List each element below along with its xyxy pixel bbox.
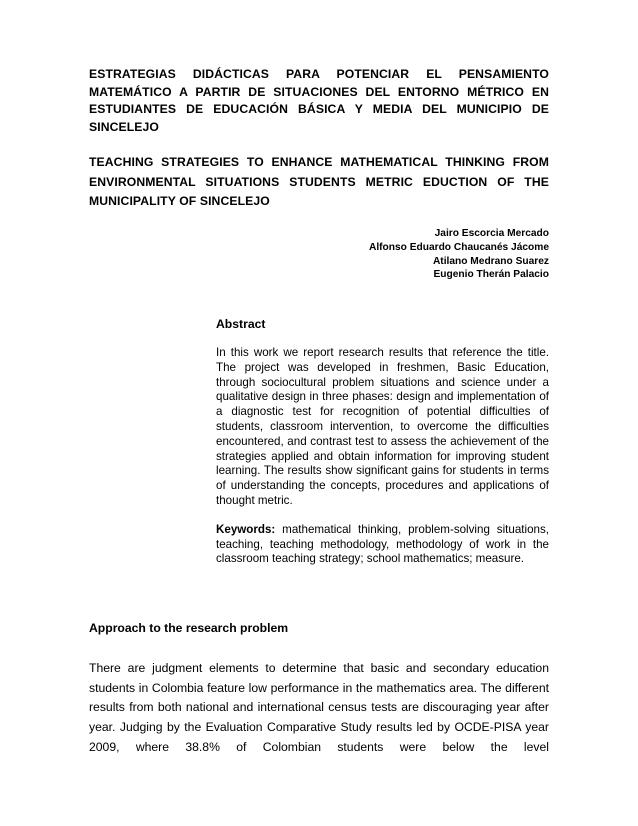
keywords-label: Keywords: bbox=[216, 522, 276, 536]
author-list bbox=[249, 227, 549, 282]
author-name: Jairo Escorcia Mercado bbox=[434, 228, 549, 239]
keywords-text: mathematical thinking, problem-solving situations, teaching, teaching methodology, methodology of work in the classroom teaching strategy; school mathematics; measure. bbox=[216, 522, 549, 566]
title-english: TEACHING STRATEGIES TO ENHANCE MATHEMATICAL THINKING FROM ENVIRONMENTAL SITUATIONS STUDENTS METRIC EDUCTION OF THE MUNICIPALITY OF SINCELEJO bbox=[89, 155, 549, 208]
title-spanish: ESTRATEGIAS DIDÁCTICAS PARA POTENCIAR EL PENSAMIENTO MATEMÁTICO A PARTIR DE SITUACIONES DEL ENTORNO MÉTRICO EN ESTUDIANTES DE EDUCACIÓN BÁSICA Y MEDIA DEL MUNICIPIO DE SINCELEJO bbox=[89, 67, 549, 134]
author-name: Alfonso Eduardo Chaucanés Jácome bbox=[368, 241, 549, 253]
section-heading: Approach to the research problem bbox=[89, 621, 289, 635]
author-name: Eugenio Therán Palacio bbox=[433, 269, 549, 281]
abstract-body: In this work we report research results that reference the title. The project was developed in freshmen, Basic Education, through sociocultural problem situations and science under a qualitative design in three phases: design and implementation of a diagnostic test for recognition of potential difficulties of students, classroom intervention, to overcome the difficulties encountered, and contrast test to assess the achievement of the strategies applied and obtain information for improving student learning. The results show significant gains for students in terms of understanding the concepts, procedures and applications of thought metric. bbox=[216, 346, 549, 507]
section-body: There are judgment elements to determine that basic and secondary education students in Colombia feature low performance in the mathematics area. The different results from both national and international census tests are discouraging year after year. Judging by the Evaluation Comparative Study results led by OCDE-PISA year 2009, where 38.8% of Colombian students were below the level bbox=[89, 661, 549, 754]
keywords-paragraph bbox=[216, 523, 549, 567]
abstract-section bbox=[216, 316, 549, 567]
author-name: Atilano Medrano Suarez bbox=[432, 255, 549, 267]
abstract-heading: Abstract bbox=[216, 317, 266, 331]
